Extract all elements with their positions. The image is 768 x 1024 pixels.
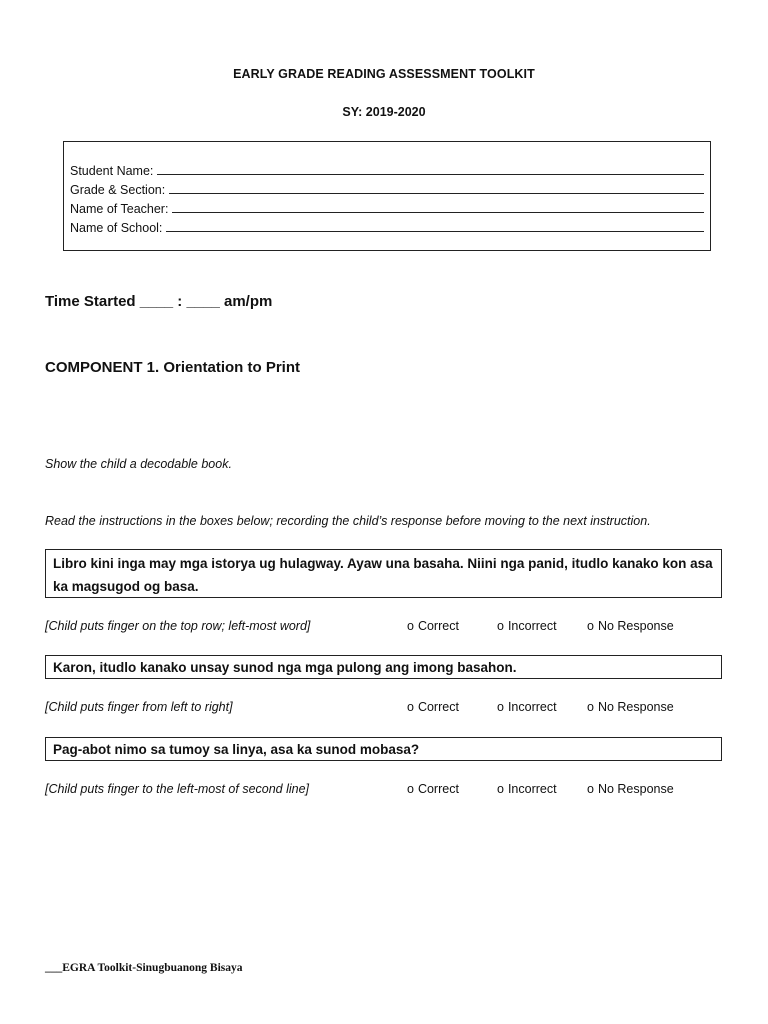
school-name-field[interactable]: [166, 217, 704, 232]
component-title: COMPONENT 1. Orientation to Print: [45, 359, 301, 376]
student-info-box: [63, 141, 711, 251]
option-marker: o: [497, 782, 504, 796]
option-label: No Response: [597, 619, 674, 633]
option-no-response-1[interactable]: [587, 619, 674, 633]
response-prompt-1: [Child puts finger on the top row; left-most word]: [45, 619, 311, 633]
option-label: Incorrect: [507, 700, 557, 714]
option-marker: o: [587, 700, 594, 714]
instruction-box-1: Libro kini inga may mga istorya ug hulagway. Ayaw una basaha. Niini nga panid, itudlo kanako kon asa ka magsugod og basa.: [45, 549, 722, 598]
option-correct-1[interactable]: [407, 619, 459, 633]
grade-section-row: [70, 178, 704, 197]
option-correct-3[interactable]: [407, 782, 459, 796]
option-label: Correct: [417, 619, 459, 633]
option-label: No Response: [597, 782, 674, 796]
teacher-name-field[interactable]: [172, 198, 704, 213]
response-row-1: [45, 619, 725, 637]
option-label: No Response: [597, 700, 674, 714]
document-title: EARLY GRADE READING ASSESSMENT TOOLKIT: [233, 67, 535, 81]
page-footer: ___EGRA Toolkit-Sinugbuanong Bisaya: [45, 962, 243, 974]
option-incorrect-2[interactable]: [497, 700, 557, 714]
option-marker: o: [587, 619, 594, 633]
option-label: Correct: [417, 782, 459, 796]
student-name-field[interactable]: [157, 160, 704, 175]
option-label: Incorrect: [507, 619, 557, 633]
show-book-note: Show the child a decodable book.: [45, 457, 232, 471]
option-marker: o: [587, 782, 594, 796]
student-name-label: Student Name:: [70, 164, 154, 178]
option-label: Correct: [417, 700, 459, 714]
option-marker: o: [407, 700, 414, 714]
option-marker: o: [407, 782, 414, 796]
response-prompt-3: [Child puts finger to the left-most of second line]: [45, 782, 310, 796]
option-no-response-2[interactable]: [587, 700, 674, 714]
option-incorrect-3[interactable]: [497, 782, 557, 796]
response-prompt-2: [Child puts finger from left to right]: [45, 700, 233, 714]
student-name-row: [70, 159, 704, 178]
time-started: Time Started ____ : ____ am/pm: [45, 293, 273, 310]
option-marker: o: [407, 619, 414, 633]
school-name-row: [70, 216, 704, 235]
teacher-name-row: [70, 197, 704, 216]
school-name-label: Name of School:: [70, 221, 163, 235]
response-row-2: [45, 700, 725, 718]
option-correct-2[interactable]: [407, 700, 459, 714]
grade-section-label: Grade & Section:: [70, 183, 166, 197]
option-no-response-3[interactable]: [587, 782, 674, 796]
response-row-3: [45, 782, 725, 800]
option-incorrect-1[interactable]: [497, 619, 557, 633]
school-year: SY: 2019-2020: [342, 105, 426, 119]
option-label: Incorrect: [507, 782, 557, 796]
teacher-name-label: Name of Teacher:: [70, 202, 169, 216]
option-marker: o: [497, 700, 504, 714]
instruction-box-3: Pag-abot nimo sa tumoy sa linya, asa ka sunod mobasa?: [45, 737, 722, 761]
instruction-box-2: Karon, itudlo kanako unsay sunod nga mga pulong ang imong basahon.: [45, 655, 722, 679]
read-instructions-note: Read the instructions in the boxes below; recording the child’s response before moving to the next instruction.: [45, 514, 651, 528]
option-marker: o: [497, 619, 504, 633]
grade-section-field[interactable]: [169, 179, 704, 194]
